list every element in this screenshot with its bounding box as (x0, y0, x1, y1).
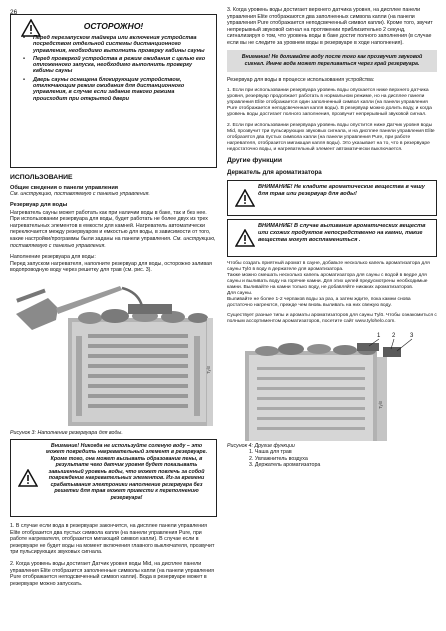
caution-item: • Дверь сауны оснащена блокирующим устройством, отключающим режим ожидания для дистанционного управления, в случае если задание такого режима происходит при открытой двери (19, 77, 208, 102)
figure4-watermark: Tylö (378, 400, 383, 410)
callout-label-3: 3 (410, 333, 414, 340)
control-item-2: 2. Если при использовании резервуара уровень воды опустится ниже Датчик уровня воды Mid, прозвучит три пульсирующих звуковых сигнала, и на дисплее панели управления Elite отобразятся два пустых символа капли (на панели управления Pure, при работе нагревателя, отобразится мигающая капля воды). Это указывает на то, что в резервуаре недостаточно воды, и нагревательный элемент автоматически выключается. (227, 123, 435, 153)
right-column (227, 7, 437, 468)
heater-filling-illustration (10, 278, 217, 428)
warning-triangle-icon (18, 469, 38, 487)
heater-functions-illustration (227, 329, 437, 441)
caution-item: • Перед перезапуском таймера или включения устройства посредством отдельной системы дистанционного управления, необходимо выполнить проверку кабины сауны (19, 35, 208, 54)
aroma-warning-text: ВНИМАНИЕ! Не кладите ароматические вещества в чашу для трав или резервуар для воды! (258, 184, 425, 197)
caution-list (19, 35, 208, 102)
usage-heading: ИСПОЛЬЗОВАНИЕ (10, 174, 73, 181)
general-heading: Общие сведения о панели управления (10, 185, 119, 191)
figure3-caption: Рисунок 3: Наполнение резервуара для воды. (10, 429, 123, 436)
salt-water-warning (10, 439, 217, 517)
filling-text: Наполнение резервуара для воды: Перед запуском нагревателя, наполните резервуар для воды, осторожно заливая водопроводную воду через решетку для трав (см. рис. 3). (10, 254, 212, 274)
warning-icon-wrap (232, 223, 258, 253)
caution-box (10, 14, 217, 168)
aroma-text: Чтобы создать приятный аромат в сауне, добавьте несколько капель ароматизатора для сауны Tylö в воду в держателе для ароматизатора. Также можно смешать несколько капель ароматизатора для сауны с водой в ведре для сауны и выливать воду на горячие камни. Для этих целей предусмотрены необходимые камни. Выливайте на камни только воду, не добавляйте никаких ароматизаторов. Для сауны. Выливайте не более 1-2 черпаков воды за раз, а затем ждите, пока камни снова достаточно нагреются, прежде чем вновь выливать на них свежую воду. (227, 261, 430, 309)
overfill-notice: Внимание! Не доливайте воду после того как прозвучит звуковой сигнал. Иначе вода может переливаться через край резервуара. (227, 50, 437, 72)
callout-label-2: 2 (392, 333, 396, 340)
salt-warning-text: Внимание! Никогда не используйте соленую воду – это может повредить нагревательный элемент в резервуаре. Кроме того, она может вызывать образование пены, в результате чего датчик уровня будет показывать завышенный уровень воды, что может повлечь за собой повреждение нагревательных элементов. Из-за времени срабатывания электроники наполнение резервуара без решетки для трав может привести к переполнению резервуара! (45, 442, 208, 501)
figure-4 (227, 329, 437, 441)
figure3-watermark: Tylö (206, 365, 211, 374)
spill-warning (227, 219, 437, 257)
control-intro: Резервуар для воды в процессе использования устройства: (227, 76, 375, 83)
general-text: См. инструкцию, поставляемую с панелью управления. (10, 191, 150, 197)
warning-icon-wrap (15, 443, 41, 513)
warning-triangle-icon (235, 189, 255, 207)
caution-item: • Перед проверкой устройства в режим ожидания с целью его отложенного запуска, необходимо выполнить проверку кабины сауны (19, 56, 208, 75)
control-item-1: 1. Если при использовании резервуара уровень воды опускается ниже верхнего датчика уровня, резервуар продолжает работать в нормальном режиме, но на дисплее панели управления Elite отображается один заполненный символ капли (на панели управления Pure отображается неподсвеченная капля воды). В резервуар можно долить воду, и когда уровень воды достигает полного заполнения, прозвучит непрерывный звуковой сигнал. (227, 88, 432, 118)
warning-icon-wrap (232, 184, 258, 212)
level-para-3: 3. Когда уровень воды достигает верхнего датчика уровня, на дисплее панели управления Elite отображаются два заполненных символа капли (на панели управления Pure отображается неподсвеченный символ капли). Кроме того, звучит непрерывный звуковой сигнал на протяжении приблизительно 2 секунд, сигнализируя о том, что уровень воды в баке достиг полного заполнения (в случае если вы не следите за уровнем воды в резервуаре в ходе наполнения). (227, 7, 433, 46)
level-para-1: 1. В случае если вода в резервуаре закончится, на дисплее панели управления Elite отобразится два пустых символа капли (на панели управления Pure, при работе нагревателя, отобразится мигающий символ капли). В случае если в резервуаре не будет воды на момент включения главного выключателя, прозвучит три пульсирующих звуковых сигнала. (10, 522, 215, 556)
spill-warning-text: ВНИМАНИЕ! В случае выливания ароматических веществ или схожих продуктов непосредственно на камни, такие вещества могут воспламениться . (258, 223, 426, 243)
legend-item: 1. Чаша для трав (249, 449, 292, 456)
reservoir-text-main: Нагреватель сауны может работать как при наличии воды в баке, так и без нее. При использовании резервуара для воды, будет работать не более двух из трех нагревательных элементов в емкости для камней. Нагреватель автоматически переключается между резервуаром и емкостью для воды, в зависимости от того, какие настройки/программы были заданы на панели управления. (10, 209, 211, 242)
aroma-products-text: Существует разные типы и ароматы ароматизаторов для сауны Tylö. Чтобы ознакомиться с полным ассортиментом ароматизаторов, посетите сайт www.tylohelo.com. (227, 313, 437, 325)
other-functions-heading: Другие функции (227, 157, 283, 165)
figure4-legend (227, 449, 437, 468)
reservoir-text-ref: См. инструкцию, поставляемую с панелью управления. (10, 235, 216, 249)
figure4-caption: Рисунок 4: Другие функции (227, 443, 295, 450)
page-number: 26 (10, 9, 18, 16)
left-column (10, 14, 217, 587)
aroma-holder-heading: Держатель для ароматизатора (227, 169, 322, 177)
callout-label-1: 1 (377, 333, 381, 340)
aroma-warning (227, 180, 437, 216)
level-para-2: 2. Когда уровень воды достигает Датчик уровня воды Mid, на дисплее панели управления Elite отобразится заполненные символы капли (на панели управления Pure отображается неподсвеченный символ капли). Вода в резервуаре может в резервуаре можно запускать. (10, 560, 214, 587)
legend-item: 3. Держатель ароматизатора (249, 461, 321, 468)
caution-title: ОСТОРОЖНО! (83, 21, 144, 31)
reservoir-heading: Резервуар для воды (10, 201, 68, 208)
figure-3 (10, 278, 217, 428)
legend-item: 2. Увлажнитель воздуха (249, 455, 308, 462)
reservoir-text (10, 210, 217, 250)
warning-triangle-icon (235, 229, 255, 247)
